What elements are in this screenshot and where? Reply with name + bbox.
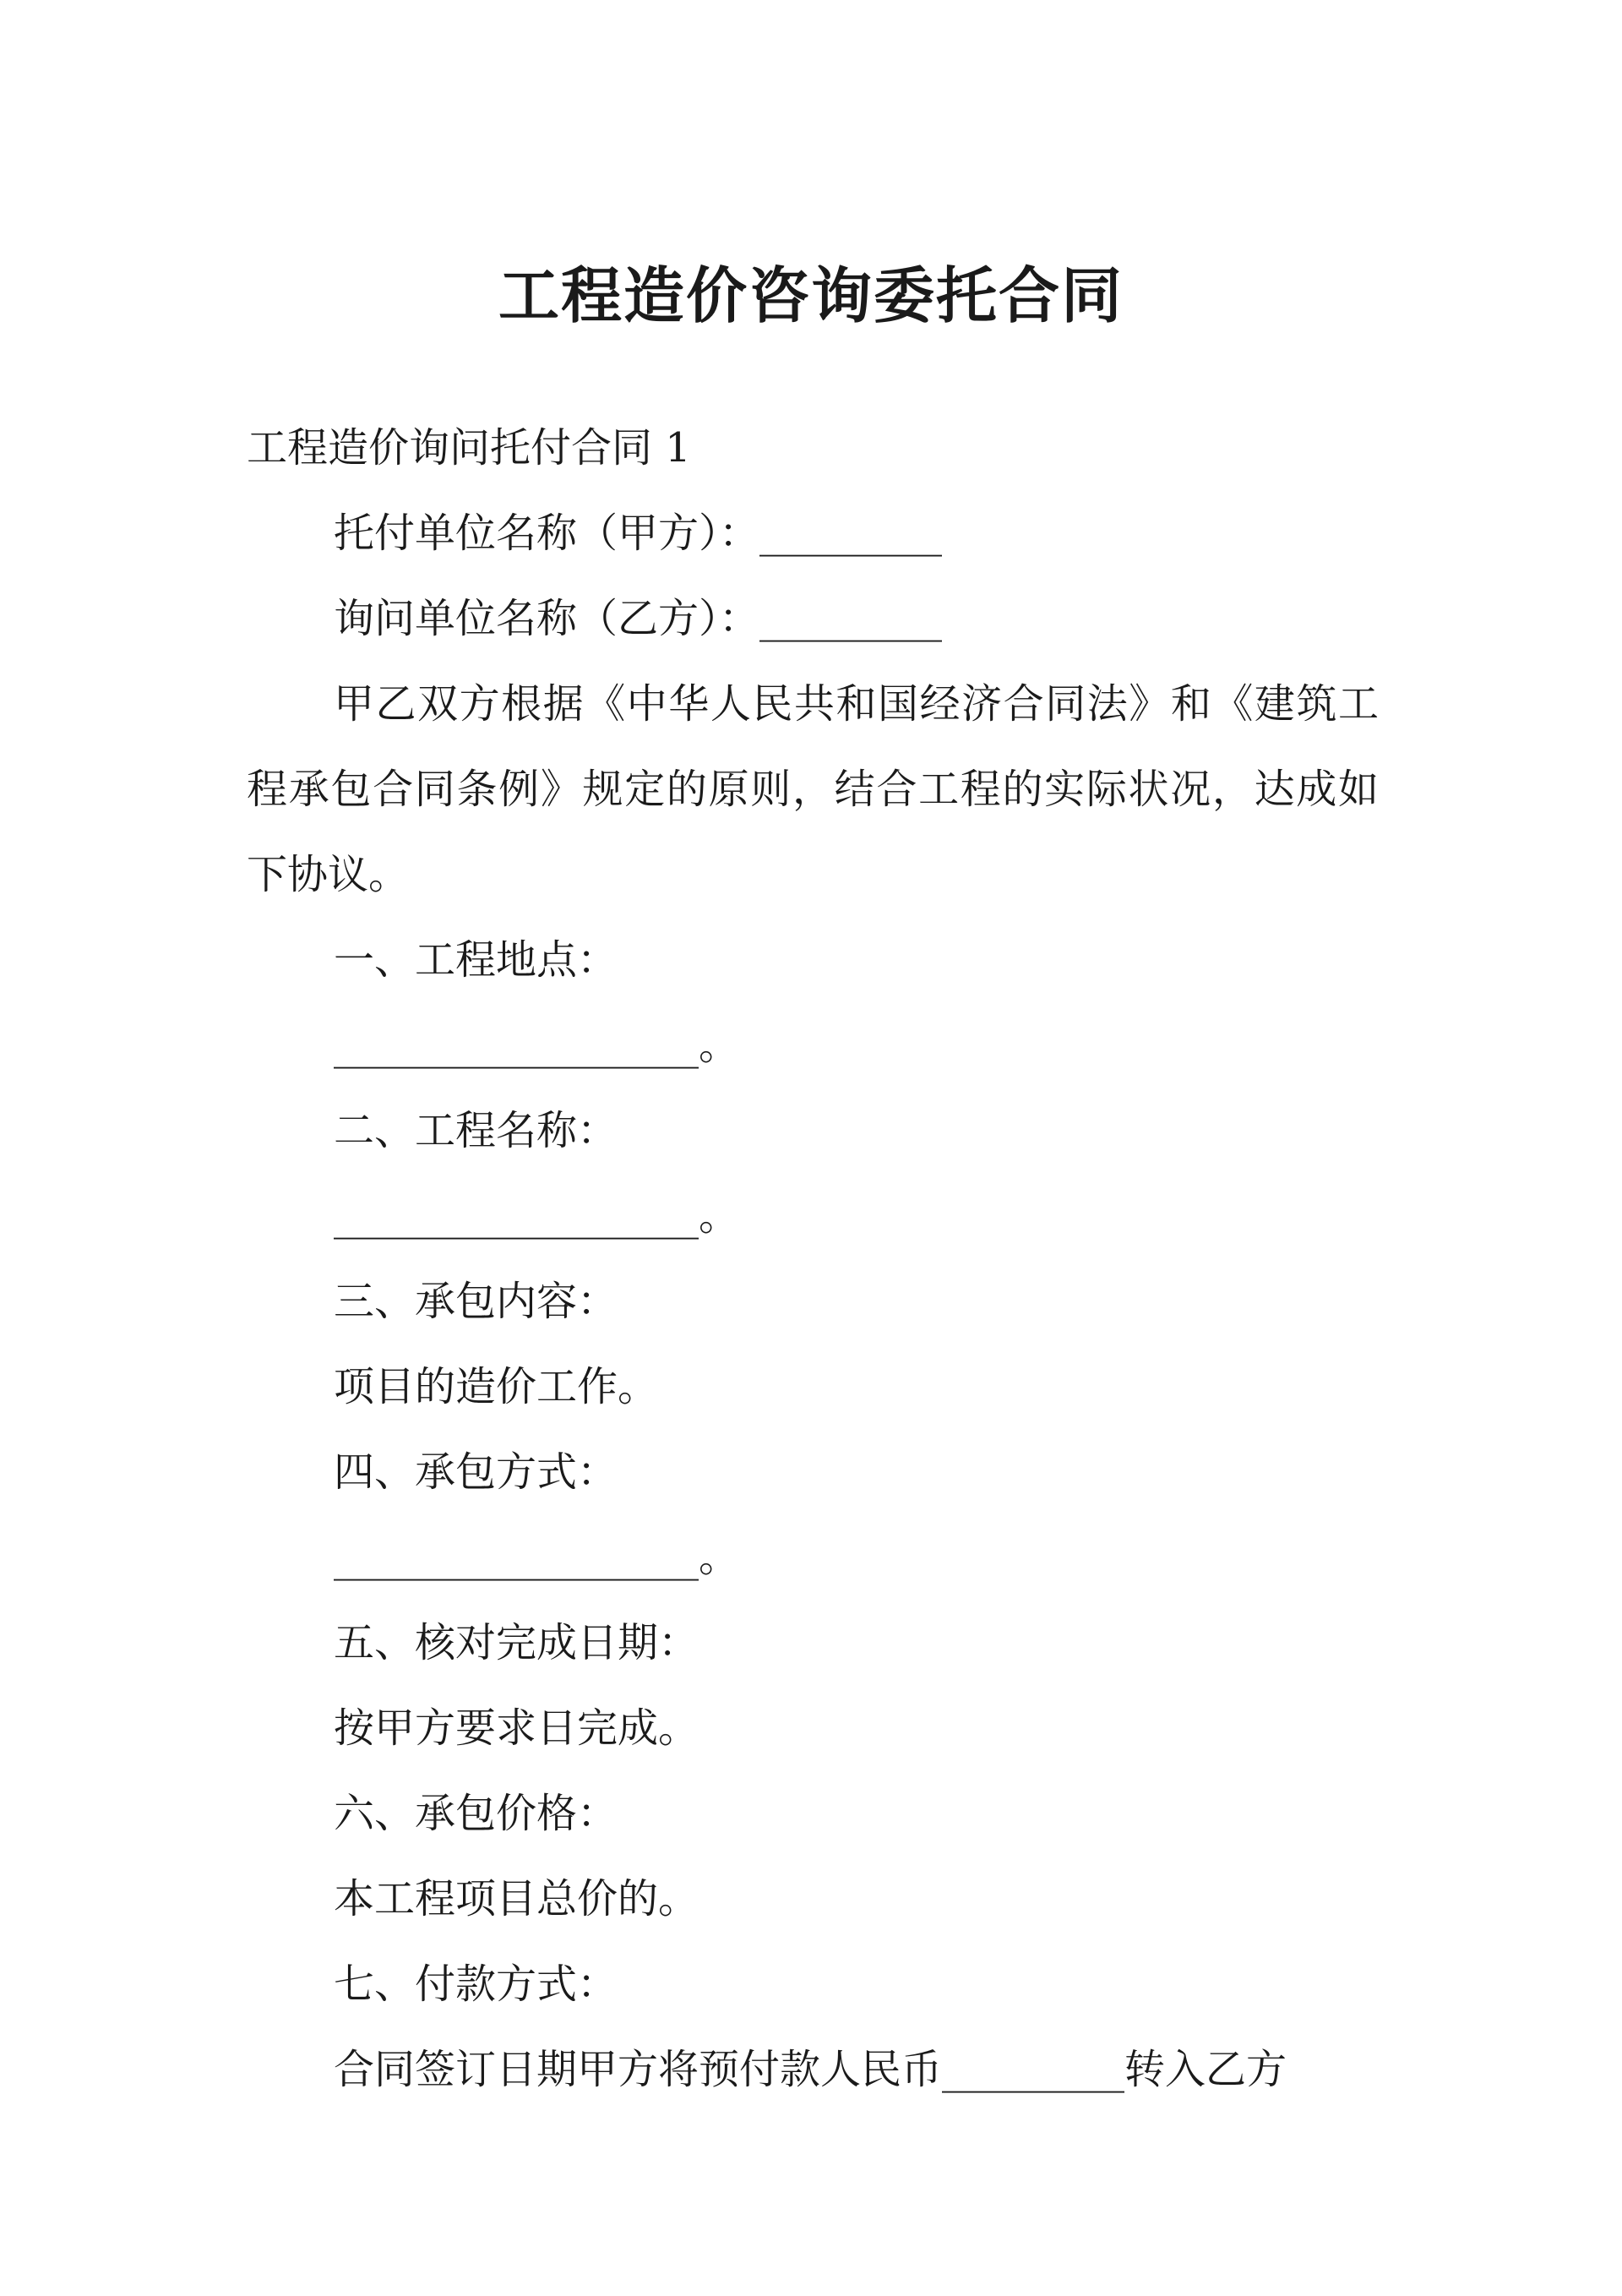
section-heading-project-name: 二、工程名称： bbox=[334, 1107, 618, 1154]
section-content-deadline: 按甲方要求日完成。 bbox=[334, 1704, 699, 1752]
document-body bbox=[247, 406, 1379, 2113]
document-title: 工程造价咨询委托合同 bbox=[498, 259, 1124, 331]
section-content-payment: 合同签订日期甲方将预付款人民币_________转入乙方 bbox=[334, 2046, 1287, 2093]
contract-subtitle: 工程造价询问托付合同 1 bbox=[247, 424, 691, 472]
party-a-line: 托付单位名称（甲方）：_________ bbox=[334, 510, 943, 557]
section-heading-location: 一、工程地点： bbox=[334, 936, 618, 984]
section-content-project-name: __________________。 bbox=[334, 1192, 740, 1240]
section-heading-payment: 七、付款方式： bbox=[334, 1961, 618, 2008]
section-content-price: 本工程项目总价的。 bbox=[334, 1875, 699, 1922]
intro-paragraph: 甲乙双方根据《中华人民共和国经济合同法》和《建筑工程承包合同条例》规定的原则，结合工程的实际状况，达成如下协议。 bbox=[247, 680, 1379, 898]
section-heading-price: 六、承包价格： bbox=[334, 1790, 618, 1837]
section-content-scope: 项目的造价工作。 bbox=[334, 1363, 659, 1410]
section-heading-method: 四、承包方式： bbox=[334, 1448, 618, 1496]
party-b-line: 询问单位名称（乙方）：_________ bbox=[334, 595, 943, 642]
section-heading-deadline: 五、核对完成日期： bbox=[334, 1619, 699, 1666]
section-content-method: __________________。 bbox=[334, 1534, 740, 1581]
section-content-location: __________________。 bbox=[334, 1022, 740, 1069]
section-heading-scope: 三、承包内容： bbox=[334, 1278, 618, 1325]
